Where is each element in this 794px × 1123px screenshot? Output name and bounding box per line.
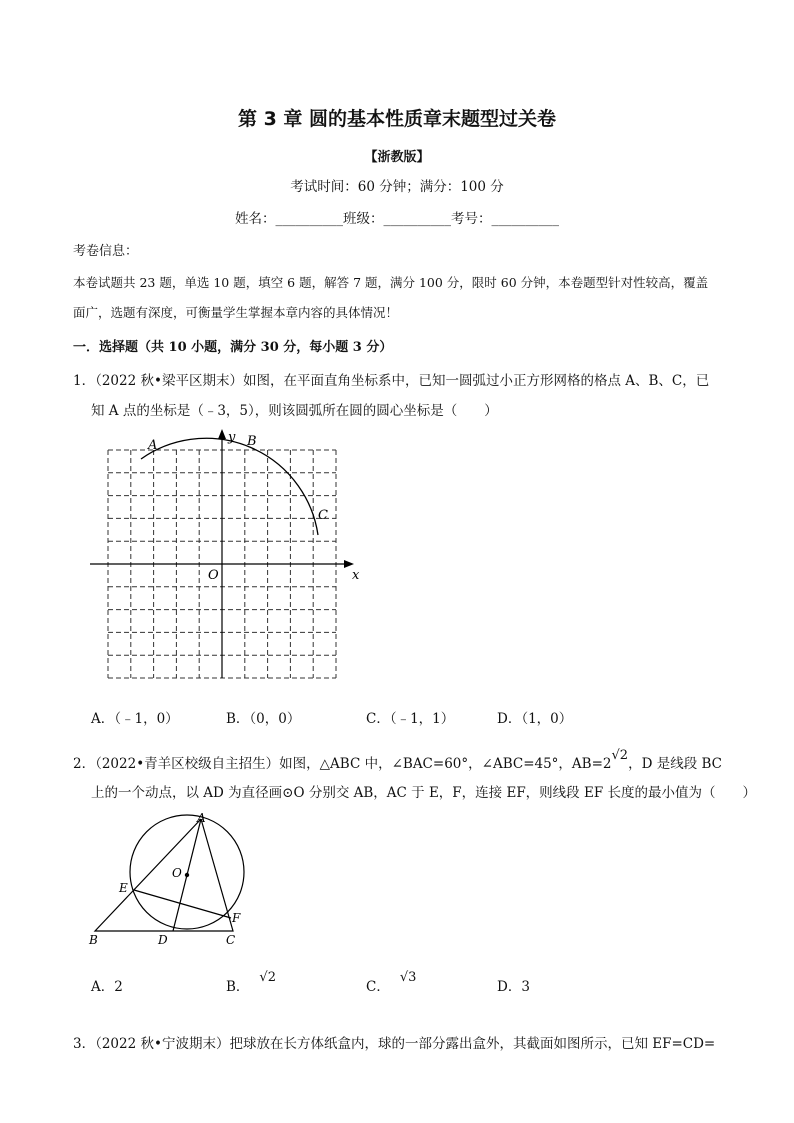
page-title: 第 3 章 圆的基本性质章末题型过关卷 xyxy=(237,108,557,130)
x-axis-arrow-icon xyxy=(344,560,354,568)
q2-figure xyxy=(85,808,255,948)
q2-line-1-text: 2．（2022•青羊区校级自主招生）如图，△ABC 中，∠BAC=60°，∠ABC=45°，AB=2 xyxy=(73,756,612,772)
q2-option-c-sqrt: √3 xyxy=(399,970,417,985)
section-heading: 一．选择题（共 10 小题，满分 30 分，每小题 3 分） xyxy=(73,340,393,355)
q2-option-d: D．3 xyxy=(497,979,530,995)
y-axis-arrow-icon xyxy=(218,429,226,439)
label-a: A xyxy=(148,438,158,453)
q2-option-b xyxy=(226,970,276,995)
student-info-line: 姓名：__________班级：__________考号：__________ xyxy=(235,211,559,227)
q2-triangle xyxy=(95,819,233,931)
q1-line-2: 知 A 点的坐标是（﹣3，5），则该圆弧所在圆的圆心坐标是（ ） xyxy=(91,403,498,419)
q2-option-a: A．2 xyxy=(91,979,123,995)
edition-label: 【浙教版】 xyxy=(364,150,430,165)
q2-line-1 xyxy=(73,748,722,772)
q1-option-d: D．（1，0） xyxy=(497,711,573,727)
q2-label-o: O xyxy=(172,866,182,880)
q2-sqrt2: √2 xyxy=(611,748,629,763)
q1-option-a: A．（﹣1，0） xyxy=(91,711,179,727)
q2-label-b: B xyxy=(89,933,98,947)
q2-label-c: C xyxy=(226,933,236,947)
q2-option-c-label: C． xyxy=(366,979,390,995)
info-heading: 考卷信息： xyxy=(73,244,139,259)
q2-label-f: F xyxy=(232,911,241,925)
label-b: B xyxy=(247,434,257,449)
q2-option-c xyxy=(366,970,417,995)
q1-arc xyxy=(141,438,318,535)
label-c: C xyxy=(318,508,328,523)
q2-label-e: E xyxy=(119,881,128,895)
label-y: y xyxy=(228,430,236,445)
label-x: x xyxy=(352,568,360,583)
q1-option-c: C．（﹣1，1） xyxy=(366,711,455,727)
q1-line-1: 1．（2022 秋•梁平区期末）如图，在平面直角坐标系中，已知一圆弧过小正方形网格的格点 A、B、C，已 xyxy=(73,373,710,389)
q3-line-1: 3．（2022 秋•宁波期末）把球放在长方体纸盒内，球的一部分露出盒外，其截面如图所示，已知 EF=CD= xyxy=(73,1036,716,1052)
exam-time: 考试时间：60 分钟；满分：100 分 xyxy=(290,179,504,195)
q2-label-d: D xyxy=(158,933,168,947)
info-line-2: 面广，选题有深度，可衡量学生掌握本章内容的具体情况！ xyxy=(73,305,399,320)
center-o-dot xyxy=(185,873,189,877)
info-line-1: 本卷试题共 23 题，单选 10 题，填空 6 题，解答 7 题，满分 100 分，限时 60 分钟，本卷题型针对性较高，覆盖 xyxy=(73,275,709,290)
q2-line-1-end: ，D 是线段 BC xyxy=(628,756,722,772)
q1-figure xyxy=(85,425,365,687)
q2-line-2: 上的一个动点，以 AD 为直径画⊙O 分别交 AB，AC 于 E，F，连接 EF，则线段 EF 长度的最小值为（ ） xyxy=(91,785,756,801)
label-o: O xyxy=(208,568,219,583)
q2-circle xyxy=(130,815,244,929)
q2-label-a: A xyxy=(197,811,206,825)
q2-option-b-sqrt: √2 xyxy=(259,970,276,985)
q1-option-b: B．（0，0） xyxy=(226,711,301,727)
q2-option-b-label: B． xyxy=(226,979,250,995)
